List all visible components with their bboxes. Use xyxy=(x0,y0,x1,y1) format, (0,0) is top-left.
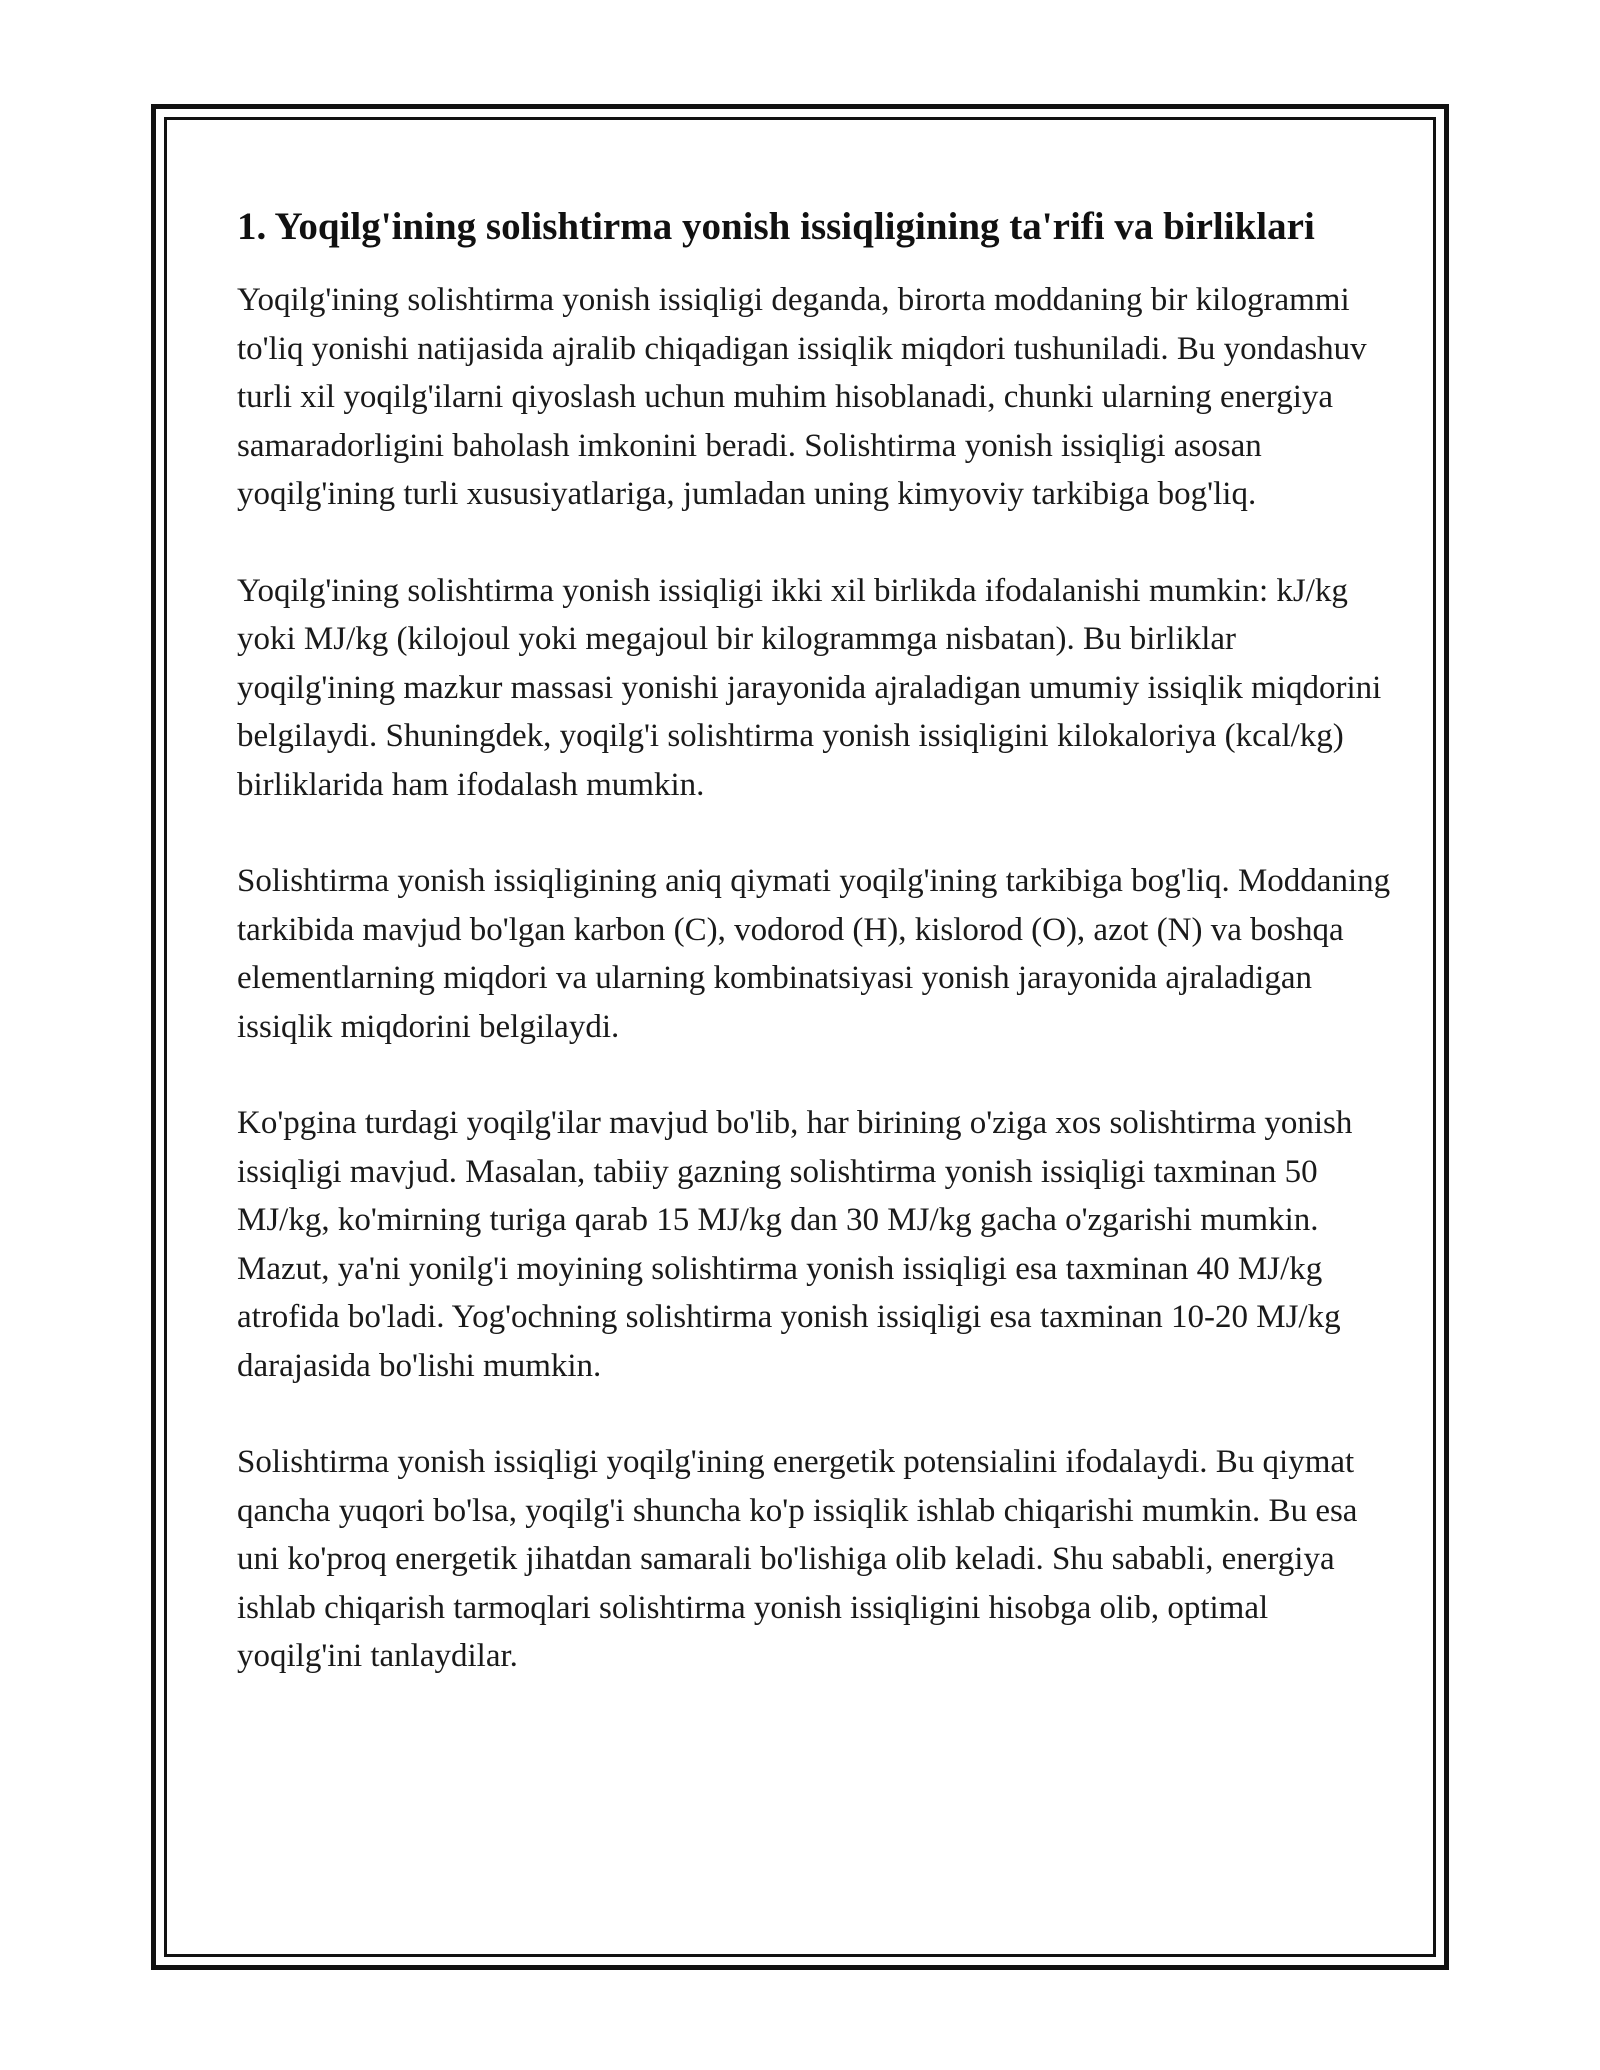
paragraph-conclusion: Solishtirma yonish issiqligi yoqilg'ining energetik potensialini ifodalaydi. Bu qiymat qancha yuqori bo'lsa, yoqilg'i shuncha ko'p issiqlik ishlab chiqarishi mumkin. Bu esa uni ko'proq energetik jihatdan samarali bo'lishiga olib keladi. Shu sababli, energiya ishlab chiqarish tarmoqlari solishtirma yonish issiqligini hisobga olib, optimal yoqilg'ini tanlaydilar. xyxy=(237,1444,1358,1674)
paragraph-definition: Yoqilg'ining solishtirma yonish issiqligi deganda, birorta moddaning bir kilogrammi to'liq yonishi natijasida ajralib chiqadigan issiqlik miqdori tushuniladi. Bu yondashuv turli xil yoqilg'ilarni qiyoslash uchun muhim hisoblanadi, chunki ularning energiya samaradorligini baholash imkonini beradi. Solishtirma yonish issiqligi asosan yoqilg'ining turli xususiyatlariga, jumladan uning kimyoviy tarkibiga bog'liq. xyxy=(237,282,1367,512)
paragraph-examples: Ko'pgina turdagi yoqilg'ilar mavjud bo'lib, har birining o'ziga xos solishtirma yonish issiqligi mavjud. Masalan, tabiiy gazning solishtirma yonish issiqligi taxminan 50 MJ/kg, ko'mirning turiga qarab 15 MJ/kg dan 30 MJ/kg gacha o'zgarishi mumkin. Mazut, ya'ni yonilg'i moyining solishtirma yonish issiqligi esa taxminan 40 MJ/kg atrofida bo'ladi. Yog'ochning solishtirma yonish issiqligi esa taxminan 10-20 MJ/kg darajasida bo'lishi mumkin. xyxy=(237,1105,1353,1384)
paragraph-units: Yoqilg'ining solishtirma yonish issiqligi ikki xil birlikda ifodalanishi mumkin: kJ/kg yoki MJ/kg (kilojoul yoki megajoul bir kilogrammga nisbatan). Bu birliklar yoqilg'ining mazkur massasi yonishi jarayonida ajraladigan umumiy issiqlik miqdorini belgilaydi. Shuningdek, yoqilg'i solishtirma yonish issiqligini kilokaloriya (kcal/kg) birliklarida ham ifodalash mumkin. xyxy=(237,572,1382,803)
paragraph-composition: Solishtirma yonish issiqligining aniq qiymati yoqilg'ining tarkibiga bog'liq. Moddaning tarkibida mavjud bo'lgan karbon (C), vodorod (H), kislorod (O), azot (N) va boshqa elementlarning miqdori va ularning kombinatsiyasi yonish jarayonida ajraladigan issiqlik miqdorini belgilaydi. xyxy=(237,863,1391,1045)
document-body xyxy=(237,200,1397,1729)
page-border-outer xyxy=(151,104,1449,1970)
page-border-inner xyxy=(164,117,1436,1957)
section-heading: 1. Yoqilg'ining solishtirma yonish issiqligining ta'rifi va birliklari xyxy=(237,205,1315,248)
